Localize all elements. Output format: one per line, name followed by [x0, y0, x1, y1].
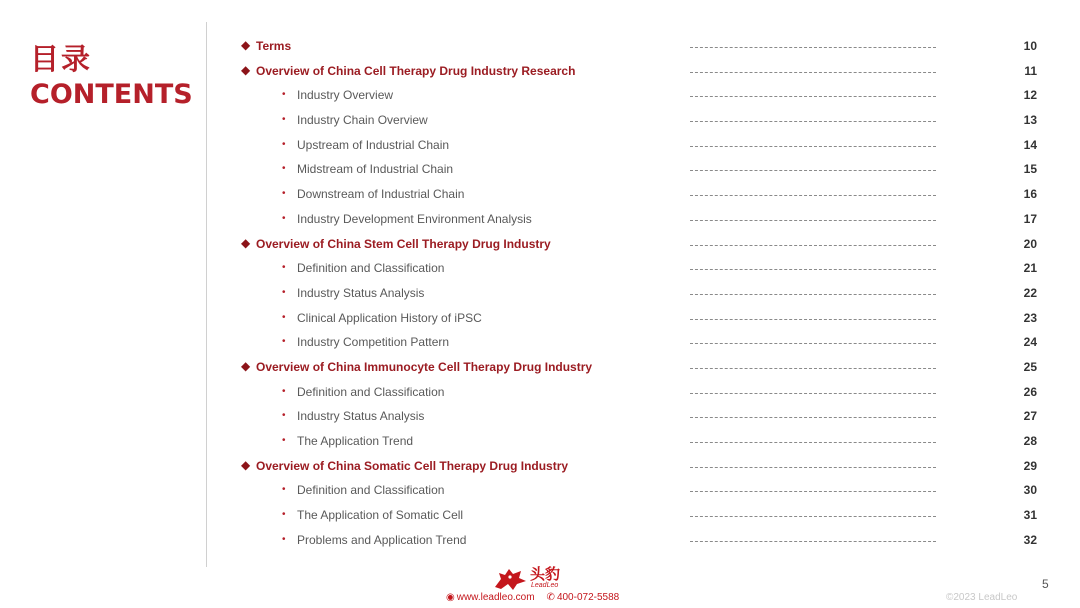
toc-page-number[interactable]: 22 — [1023, 285, 1037, 300]
toc-page-number[interactable]: 16 — [1023, 187, 1037, 202]
toc-label[interactable]: Downstream of Industrial Chain — [297, 187, 465, 202]
bullet-dot-icon: • — [282, 212, 286, 224]
toc-row[interactable] — [0, 379, 1080, 404]
toc-page-number[interactable]: 27 — [1023, 409, 1037, 424]
dotted-leader — [690, 541, 936, 542]
toc-row[interactable] — [0, 527, 1080, 552]
phone-number: 400-072-5588 — [556, 592, 620, 603]
toc-row[interactable] — [0, 58, 1080, 83]
dotted-leader — [690, 269, 936, 270]
page-number: 5 — [1042, 577, 1049, 591]
table-of-contents — [0, 33, 1080, 551]
toc-label[interactable]: Industry Overview — [297, 88, 394, 103]
diamond-icon: ◆ — [241, 235, 251, 250]
title-english: CONTENTS — [30, 79, 193, 110]
toc-row[interactable] — [0, 231, 1080, 256]
toc-label[interactable]: Overview of China Immunocyte Cell Therapy Drug Industry — [256, 359, 593, 374]
toc-page-number[interactable]: 17 — [1023, 211, 1037, 226]
toc-label[interactable]: Industry Chain Overview — [297, 113, 428, 128]
bullet-dot-icon: • — [282, 385, 286, 397]
toc-row[interactable] — [0, 305, 1080, 330]
toc-page-number[interactable]: 10 — [1023, 39, 1037, 53]
bullet-dot-icon: • — [282, 311, 286, 323]
toc-row[interactable] — [0, 156, 1080, 181]
dotted-leader — [690, 146, 936, 147]
dotted-leader — [690, 319, 936, 320]
toc-page-number[interactable]: 28 — [1023, 434, 1037, 448]
toc-row[interactable] — [0, 280, 1080, 305]
toc-label[interactable]: Industry Competition Pattern — [297, 335, 450, 350]
toc-label[interactable]: Industry Development Environment Analysis — [297, 211, 532, 226]
toc-label[interactable]: Overview of China Stem Cell Therapy Drug Industry — [256, 236, 551, 251]
bullet-dot-icon: • — [282, 533, 286, 545]
toc-row[interactable] — [0, 453, 1080, 478]
toc-page-number[interactable]: 26 — [1023, 384, 1037, 399]
bullet-dot-icon: • — [282, 435, 286, 446]
bullet-dot-icon: • — [282, 262, 286, 274]
toc-row[interactable] — [0, 502, 1080, 527]
toc-page-number[interactable]: 15 — [1023, 162, 1037, 177]
dotted-leader — [690, 442, 936, 443]
diamond-icon: ◆ — [241, 457, 251, 472]
toc-row[interactable] — [0, 132, 1080, 157]
toc-label[interactable]: The Application of Somatic Cell — [297, 508, 464, 523]
toc-label[interactable]: The Application Trend — [297, 434, 414, 448]
dotted-leader — [690, 170, 936, 171]
bullet-dot-icon: • — [282, 89, 286, 101]
diamond-icon: ◆ — [241, 62, 251, 77]
toc-row[interactable] — [0, 477, 1080, 502]
toc-label[interactable]: Definition and Classification — [297, 261, 445, 276]
toc-page-number[interactable]: 20 — [1023, 236, 1037, 251]
dotted-leader — [690, 47, 936, 48]
toc-label[interactable]: Definition and Classification — [297, 384, 445, 399]
toc-row[interactable] — [0, 206, 1080, 231]
toc-page-number[interactable]: 11 — [1024, 63, 1037, 78]
dotted-leader — [690, 368, 936, 369]
toc-page-number[interactable]: 29 — [1023, 458, 1037, 473]
toc-row[interactable] — [0, 403, 1080, 428]
toc-row[interactable] — [0, 33, 1080, 58]
bullet-dot-icon: • — [282, 114, 286, 126]
toc-label[interactable]: Clinical Application History of iPSC — [297, 310, 482, 325]
toc-label[interactable]: Industry Status Analysis — [297, 409, 425, 424]
dotted-leader — [690, 393, 936, 394]
toc-row[interactable] — [0, 428, 1080, 453]
diamond-icon: ◆ — [241, 358, 251, 373]
toc-page-number[interactable]: 12 — [1023, 88, 1037, 103]
title-chinese: 目录 — [30, 42, 93, 76]
phone-icon: ✆ — [546, 592, 555, 603]
dotted-leader — [690, 121, 936, 122]
toc-page-number[interactable]: 14 — [1023, 137, 1037, 152]
dotted-leader — [690, 96, 936, 97]
toc-row[interactable] — [0, 107, 1080, 132]
logo-english: LeadLeo — [531, 582, 559, 589]
bullet-dot-icon: • — [282, 410, 286, 422]
globe-icon: ◉ — [446, 592, 455, 603]
toc-page-number[interactable]: 13 — [1023, 113, 1037, 128]
bullet-dot-icon: • — [282, 286, 286, 298]
website-link[interactable]: www.leadleo.com — [456, 592, 535, 603]
toc-page-number[interactable]: 30 — [1023, 483, 1037, 498]
toc-page-number[interactable]: 21 — [1023, 261, 1037, 276]
footer-contact — [446, 592, 619, 604]
dotted-leader — [690, 467, 936, 468]
toc-row[interactable] — [0, 181, 1080, 206]
dotted-leader — [690, 195, 936, 196]
toc-row[interactable] — [0, 255, 1080, 280]
toc-row[interactable] — [0, 354, 1080, 379]
dotted-leader — [690, 220, 936, 221]
bullet-dot-icon: • — [282, 336, 286, 348]
toc-label[interactable]: Terms — [256, 39, 292, 53]
toc-label[interactable]: Upstream of Industrial Chain — [297, 137, 450, 152]
toc-page-number[interactable]: 23 — [1023, 310, 1037, 325]
dotted-leader — [690, 516, 936, 517]
toc-row[interactable] — [0, 329, 1080, 354]
toc-label[interactable]: Overview of China Somatic Cell Therapy Drug Industry — [256, 458, 569, 473]
toc-row[interactable] — [0, 82, 1080, 107]
bullet-dot-icon: • — [282, 509, 286, 521]
toc-label[interactable]: Definition and Classification — [297, 483, 445, 498]
toc-label[interactable]: Problems and Application Trend — [297, 532, 467, 547]
dotted-leader — [690, 343, 936, 344]
bullet-dot-icon: • — [282, 163, 286, 175]
toc-page-number[interactable]: 24 — [1023, 335, 1037, 350]
toc-label[interactable]: Overview of China Cell Therapy Drug Industry Research — [256, 63, 576, 78]
bullet-dot-icon: • — [282, 188, 286, 200]
copyright: ©2023 LeadLeo — [946, 592, 1018, 603]
logo-chinese: 头豹 — [530, 565, 561, 583]
toc-page-number[interactable]: 32 — [1023, 532, 1037, 547]
toc-label[interactable]: Industry Status Analysis — [297, 285, 425, 300]
diamond-icon: ◆ — [241, 38, 251, 52]
toc-page-number[interactable]: 25 — [1023, 359, 1037, 374]
dotted-leader — [690, 245, 936, 246]
toc-page-number[interactable]: 31 — [1023, 508, 1037, 523]
dotted-leader — [690, 417, 936, 418]
bullet-dot-icon: • — [282, 138, 286, 150]
dotted-leader — [690, 491, 936, 492]
dotted-leader — [690, 294, 936, 295]
dotted-leader — [690, 72, 936, 73]
toc-label[interactable]: Midstream of Industrial Chain — [297, 162, 454, 177]
bullet-dot-icon: • — [282, 484, 286, 496]
